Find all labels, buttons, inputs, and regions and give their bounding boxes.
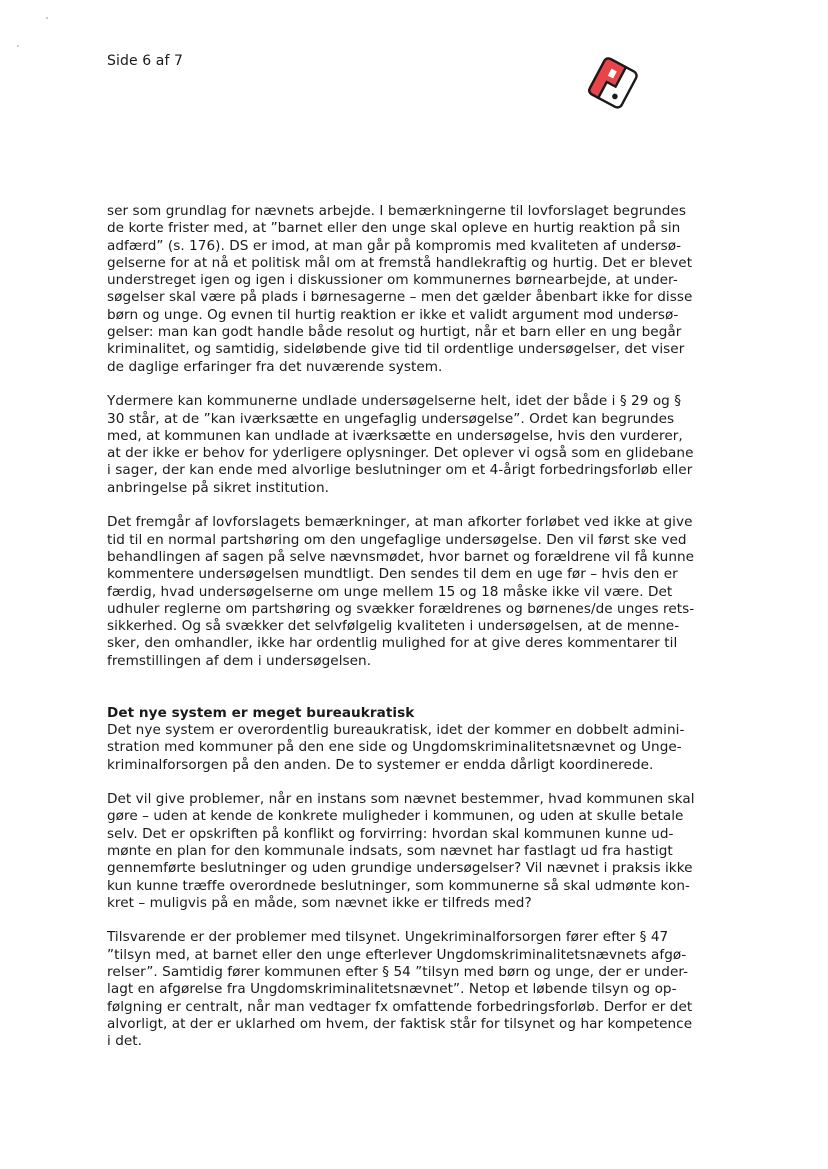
- scan-speck: [46, 17, 48, 19]
- section-spacer: [107, 687, 687, 704]
- section-spacer: [107, 670, 687, 687]
- text-line: i det.: [107, 1033, 143, 1050]
- text-line: i sager, der kan ende med alvorlige beslutninger om et 4-årigt forbedringsforløb eller: [107, 462, 693, 479]
- text-line: udhuler reglerne om partshøring og svækker forældrenes og børnenes/de unges rets-: [107, 600, 695, 617]
- paragraph-bureaukratisk: [107, 722, 687, 774]
- text-line: ”tilsyn med, at barnet eller den unge efterlever Ungdomskriminalitetsnævnets afgø-: [107, 946, 687, 963]
- section-heading: Det nye system er meget bureaukratisk: [107, 704, 415, 721]
- scan-speck: [17, 45, 19, 47]
- text-line: børn og unge. Og evnen til hurtig reaktion er ikke et validt argument mod undersø-: [107, 306, 679, 323]
- text-line: fremstillingen af dem i undersøgelsen.: [107, 652, 372, 669]
- paragraph-partshoring: [107, 514, 695, 670]
- text-line: adfærd” (s. 176). DS er imod, at man går på kompromis med kvaliteten af undersø-: [107, 237, 682, 254]
- text-line: Det nye system er overordentlig bureaukratisk, idet der kommer en dobbelt admini-: [107, 721, 685, 738]
- text-line: færdig, hvad undersøgelserne om unge mellem 15 og 18 måske ikke vil være. Det: [107, 583, 673, 600]
- text-line: relser”. Samtidig fører kommunen efter § 54 ”tilsyn med børn og unge, der er under-: [107, 964, 689, 981]
- text-line: alvorligt, at der er uklarhed om hvem, der faktisk står for tilsynet og har kompetence: [107, 1015, 693, 1032]
- text-line: selv. Det er opskriften på konflikt og forvirring: hvordan skal kommunen kunne ud-: [107, 825, 674, 842]
- text-line: søgelser skal være på plads i børnesagerne – men det gælder åbenbart ikke for disse: [107, 289, 693, 306]
- paragraph-tilsyn: [107, 929, 693, 1050]
- text-line: Det vil give problemer, når en instans som nævnet bestemmer, hvad kommunen skal: [107, 791, 695, 808]
- text-line: Det fremgår af lovforslagets bemærkninger, at man afkorter forløbet ved ikke at give: [107, 514, 693, 531]
- document-body: [107, 203, 695, 1051]
- text-line: mønte en plan for den kommunale indsats, som nævnet har fastlagt ud fra hastigt: [107, 842, 673, 859]
- text-line: Ydermere kan kommunerne undlade undersøgelserne helt, idet der både i § 29 og §: [107, 393, 682, 410]
- text-line: kriminalitet, og samtidig, sideløbende give tid til ordentlige undersøgelser, det viser: [107, 341, 685, 358]
- text-line: følgning er centralt, når man vedtager fx omfattende forbedringsforløb. Derfor er det: [107, 998, 693, 1015]
- text-line: gennemførte beslutninger og uden grundige undersøgelser? Vil nævnet i praksis ikke: [107, 860, 693, 877]
- paragraph-problemer-naevnet: [107, 791, 695, 912]
- page-number: Side 6 af 7: [107, 53, 184, 69]
- text-line: Tilsvarende er der problemer med tilsynet. Ungekriminalforsorgen fører efter § 47: [107, 929, 669, 946]
- text-line: kommentere undersøgelsen mundtligt. Den sendes til dem en uge før – hvis den er: [107, 566, 678, 583]
- text-line: kun kunne træffe overordnede beslutninger, som kommunerne så skal udmønte kon-: [107, 877, 690, 894]
- text-line: understreget igen og igen i diskussioner om kommunernes børnearbejde, at under-: [107, 272, 678, 289]
- text-line: stration med kommuner på den ene side og Ungdomskriminalitetsnævnet og Unge-: [107, 739, 682, 756]
- text-line: gelser: man kan godt handle både resolut og hurtigt, når et barn eller en ung begår: [107, 324, 682, 341]
- paragraph-undlade-undersogelser: [107, 393, 694, 497]
- text-line: lagt en afgørelse fra Ungdomskriminalitetsnævnet”. Netop et løbende tilsyn og op-: [107, 981, 677, 998]
- paragraph-undersogelser-kvalitet: [107, 203, 693, 376]
- organization-logo-icon: [583, 55, 643, 111]
- text-line: kret – muligvis på en måde, som nævnet ikke er tilfreds med?: [107, 894, 532, 911]
- text-line: gelserne for at nå et politisk mål om at fremstå handlekraftig og hurtig. Det er blevet: [107, 254, 693, 271]
- text-line: ser som grundlag for nævnets arbejde. I bemærkningerne til lovforslaget begrundes: [107, 203, 686, 219]
- text-line: 30 står, at de ”kan iværksætte en ungefaglig undersøgelse”. Ordet kan begrundes: [107, 410, 675, 427]
- text-line: sker, den omhandler, ikke har ordentlig mulighed for at give deres kommentarer til: [107, 635, 678, 652]
- text-line: behandlingen af sagen på selve nævnsmødet, hvor barnet og forældrene vil få kunne: [107, 548, 695, 565]
- text-line: med, at kommunen kan undlade at iværksætte en undersøgelse, hvis den vurderer,: [107, 427, 683, 444]
- text-line: at der ikke er behov for yderligere oplysninger. Det oplever vi også som en glidebane: [107, 445, 694, 462]
- text-line: de daglige erfaringer fra det nuværende system.: [107, 358, 443, 375]
- text-line: tid til en normal partshøring om den ungefaglige undersøgelse. Den vil først ske ved: [107, 531, 687, 548]
- text-line: anbringelse på sikret institution.: [107, 479, 329, 496]
- text-line: sikkerhed. Og så svækker det selvfølgelig kvaliteten i undersøgelsen, at de menne-: [107, 618, 680, 635]
- text-line: kriminalforsorgen på den anden. De to systemer er endda dårligt koordinerede.: [107, 756, 654, 773]
- text-line: de korte frister med, at ”barnet eller den unge skal opleve en hurtig reaktion på sin: [107, 220, 681, 237]
- text-line: gøre – uden at kende de konkrete muligheder i kommunen, og uden at skulle betale: [107, 808, 684, 825]
